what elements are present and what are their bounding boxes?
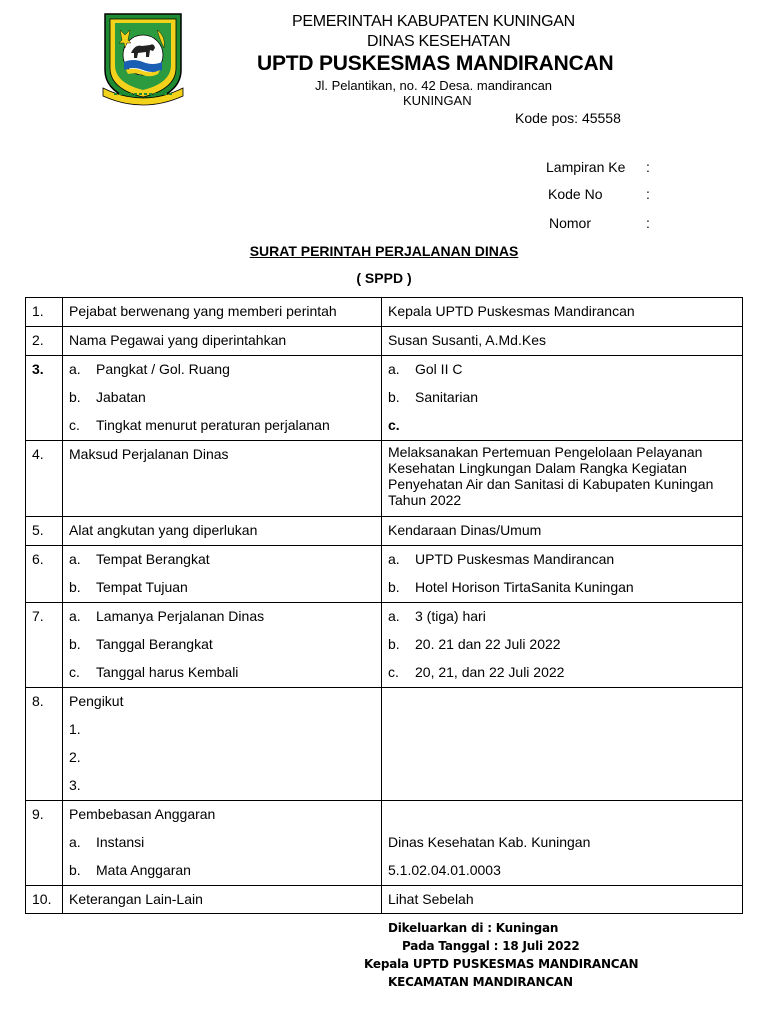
- row-label: Pembebasan Anggaran: [69, 806, 216, 822]
- row-number: 3.: [32, 361, 44, 377]
- row-number: 4.: [32, 446, 44, 462]
- row-label: Instansi: [96, 834, 145, 850]
- row-label: Jabatan: [96, 389, 146, 405]
- sub-mark: a.: [388, 361, 400, 377]
- issue-date: Pada Tanggal : 18 Juli 2022: [402, 939, 580, 953]
- row-number: 5.: [32, 522, 44, 538]
- sub-mark: c.: [388, 664, 399, 680]
- row-label: Alat angkutan yang diperlukan: [69, 522, 258, 538]
- row-number: 2.: [32, 332, 44, 348]
- header-government: PEMERINTAH KABUPATEN KUNINGAN: [292, 13, 575, 30]
- row-label: Mata Anggaran: [96, 862, 191, 878]
- signatory-district: KECAMATAN MANDIRANCAN: [388, 975, 573, 989]
- sub-mark: a.: [69, 834, 81, 850]
- document-title: [0, 243, 768, 259]
- header-address: Jl. Pelantikan, no. 42 Desa. mandirancan: [315, 78, 553, 93]
- table-row: [26, 356, 743, 441]
- meta-nomor-colon: :: [646, 215, 650, 231]
- row-number: 1.: [32, 303, 44, 319]
- row-value: 3 (tiga) hari: [415, 608, 486, 624]
- header-institution: UPTD PUSKESMAS MANDIRANCAN: [257, 52, 614, 75]
- table-row: [26, 327, 743, 356]
- table-row: [26, 517, 743, 546]
- row-value: Sanitarian: [415, 389, 479, 405]
- row-label: Pengikut: [69, 693, 124, 709]
- table-row: [26, 886, 743, 914]
- sub-mark: c.: [69, 664, 80, 680]
- row-label: Lamanya Perjalanan Dinas: [96, 608, 265, 624]
- header-city: KUNINGAN: [403, 93, 472, 108]
- row-value: 20. 21 dan 22 Juli 2022: [415, 636, 561, 652]
- row-label: Maksud Perjalanan Dinas: [69, 446, 229, 462]
- row-value: Gol II C: [415, 361, 463, 377]
- meta-nomor-label: Nomor: [549, 215, 592, 231]
- table-row: [26, 546, 743, 603]
- table-row: [26, 441, 743, 517]
- meta-lampiran-label: Lampiran Ke: [546, 159, 626, 175]
- sub-mark: a.: [69, 608, 81, 624]
- sppd-table: [25, 297, 743, 914]
- sub-mark: b.: [69, 579, 81, 595]
- meta-lampiran-colon: :: [646, 159, 650, 175]
- row-number: 9.: [32, 806, 44, 822]
- row-number: 7.: [32, 608, 44, 624]
- follower-item: 3.: [69, 777, 81, 793]
- table-row: [26, 603, 743, 688]
- row-value: UPTD Puskesmas Mandirancan: [415, 551, 615, 567]
- sub-mark: b.: [388, 579, 400, 595]
- row-value: Melaksanakan Pertemuan Pengelolaan Pelayanan Kesehatan Lingkungan Dalam Rangka Kegiatan Penyehatan Air dan Sanitasi di Kabupaten Kuningan Tahun 2022: [388, 444, 714, 508]
- sub-mark: a.: [388, 551, 400, 567]
- row-value: Hotel Horison TirtaSanita Kuningan: [415, 579, 634, 595]
- meta-kode-label: Kode No: [548, 186, 603, 202]
- signatory-position: Kepala UPTD PUSKESMAS MANDIRANCAN: [364, 957, 639, 971]
- meta-kode-colon: :: [646, 186, 650, 202]
- row-label: Pejabat berwenang yang memberi perintah: [69, 303, 337, 319]
- sub-mark: b.: [69, 389, 81, 405]
- row-value: Dinas Kesehatan Kab. Kuningan: [388, 834, 591, 850]
- row-value: Susan Susanti, A.Md.Kes: [388, 332, 546, 348]
- row-label: Nama Pegawai yang diperintahkan: [69, 332, 287, 348]
- sub-mark: b.: [69, 636, 81, 652]
- row-value: Kendaraan Dinas/Umum: [388, 522, 542, 538]
- document-subtitle: ( SPPD ): [356, 270, 412, 286]
- sub-mark: b.: [69, 862, 81, 878]
- row-label: Tanggal harus Kembali: [96, 664, 239, 680]
- sub-mark: a.: [69, 361, 81, 377]
- row-value: 5.1.02.04.01.0003: [388, 862, 501, 878]
- row-label: Tingkat menurut peraturan perjalanan: [96, 417, 330, 433]
- row-value: Lihat Sebelah: [388, 891, 474, 907]
- sub-mark: b.: [388, 389, 400, 405]
- document-title-text: SURAT PERINTAH PERJALANAN DINAS: [249, 243, 519, 259]
- row-number: 10.: [32, 891, 52, 907]
- follower-item: 1.: [69, 721, 81, 737]
- row-number: 6.: [32, 551, 44, 567]
- row-number: 8.: [32, 693, 44, 709]
- sub-mark: c.: [388, 417, 400, 433]
- sub-mark: a.: [388, 608, 400, 624]
- sub-mark: c.: [69, 417, 80, 433]
- sub-mark: a.: [69, 551, 81, 567]
- kuningan-regency-logo: [100, 10, 186, 106]
- row-label: Tanggal Berangkat: [96, 636, 213, 652]
- row-label: Keterangan Lain-Lain: [69, 891, 203, 907]
- header-postal-code: Kode pos: 45558: [515, 110, 621, 126]
- table-row: [26, 801, 743, 886]
- sub-mark: b.: [388, 636, 400, 652]
- issued-at: Dikeluarkan di : Kuningan: [388, 921, 559, 935]
- follower-item: 2.: [69, 749, 81, 765]
- row-value: Kepala UPTD Puskesmas Mandirancan: [388, 303, 635, 319]
- table-row: [26, 688, 743, 801]
- table-row: [26, 298, 743, 327]
- row-label: Pangkat / Gol. Ruang: [96, 361, 230, 377]
- row-value: 20, 21, dan 22 Juli 2022: [415, 664, 565, 680]
- header-department: DINAS KESEHATAN: [367, 33, 511, 50]
- row-label: Tempat Berangkat: [96, 551, 210, 567]
- row-label: Tempat Tujuan: [96, 579, 188, 595]
